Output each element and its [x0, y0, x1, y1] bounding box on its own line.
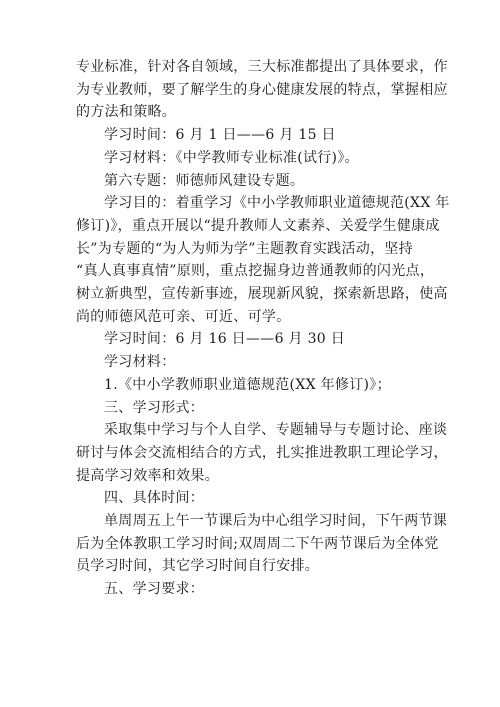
topic-heading: 第六专题：师德师风建设专题。	[104, 172, 305, 189]
study-time-line: 学习时间：6 月 16 日——6 月 30 日	[104, 331, 346, 348]
study-material-line: 学习材料：	[104, 354, 176, 371]
study-time-line: 学习时间：6 月 1 日——6 月 15 日	[104, 127, 336, 144]
paragraph-line: 专业标准，针对各自领域，三大标准都提出了具体要求，作	[76, 59, 448, 75]
paragraph-line: 为专业教师，要了解学生的身心健康发展的特点，掌握相应	[76, 81, 448, 98]
paragraph-line: 长”为专题的“为人为师为学”主题教育实践活动，坚持	[76, 240, 413, 257]
paragraph-line: 采取集中学习与个人自学、专题辅导与专题讨论、座谈	[104, 422, 448, 439]
paragraph-line: 学习目的：着重学习《中小学教师职业道德规范(XX 年	[104, 195, 450, 212]
section-heading: 三、学习形式：	[104, 399, 205, 416]
paragraph-line: 的方法和策略。	[76, 104, 177, 121]
paragraph-line: “真人真事真情”原则，重点挖掘身边普通教师的闪光点，	[76, 263, 435, 280]
paragraph-line: 研讨与体会交流相结合的方式，扎实推进教职工理论学习，	[76, 444, 448, 461]
paragraph-line: 员学习时间，其它学习时间自行安排。	[76, 558, 320, 575]
paragraph-line: 尚的师德风范可亲、可近、可学。	[76, 308, 291, 325]
paragraph-line: 修订)》，重点开展以“提升教师人文素养、关爱学生健康成	[76, 217, 440, 234]
paragraph-line: 提高学习效率和效果。	[76, 467, 219, 484]
section-heading: 四、具体时间：	[104, 490, 205, 507]
study-material-line: 学习材料：《中学教师专业标准(试行)》。	[104, 149, 359, 166]
section-heading: 五、学习要求：	[104, 581, 205, 598]
list-item: 1.《中小学教师职业道德规范(XX 年修订)》；	[104, 376, 391, 393]
paragraph-line: 单周周五上午一节课后为中心组学习时间，下午两节课	[104, 513, 448, 530]
paragraph-line: 树立新典型，宣传新事迹，展现新风貌，探索新思路，使高	[76, 286, 448, 303]
document-body	[76, 56, 450, 601]
paragraph-line: 后为全体教职工学习时间;双周周二下午两节课后为全体党	[76, 535, 439, 552]
